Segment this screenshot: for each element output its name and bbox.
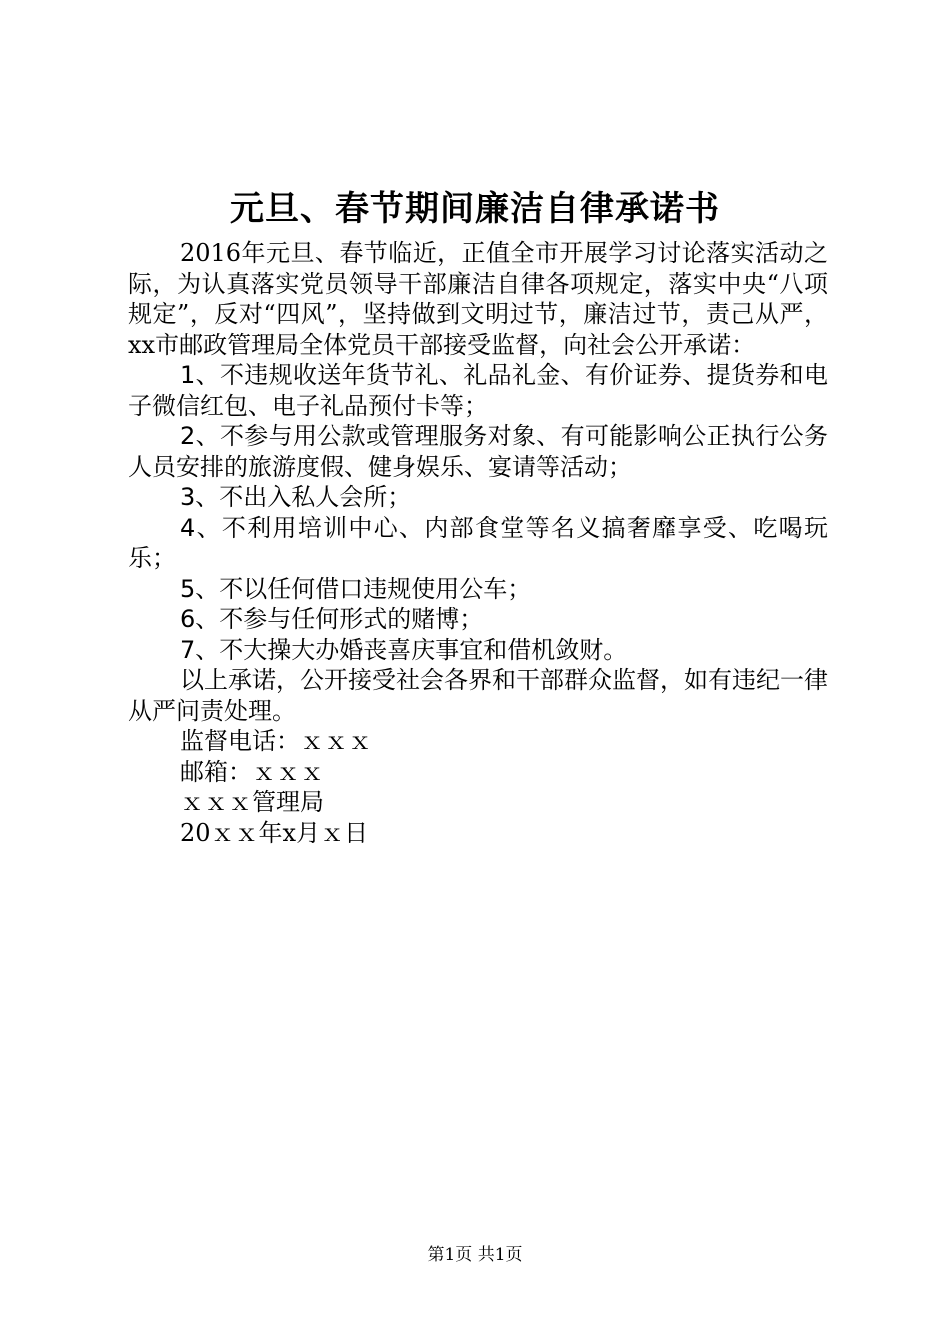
commitment-item-6: 6、不参与任何形式的赌博；	[180, 605, 484, 633]
document-body	[128, 238, 828, 848]
document-title: 元旦、春节期间廉洁自律承诺书	[230, 189, 720, 229]
commitment-item-7: 7、不大操大办婚丧喜庆事宜和借机敛财。	[180, 635, 628, 664]
closing-paragraph: 以上承诺，公开接受社会各界和干部群众监督，如有违纪一律从严问责处理。	[128, 666, 828, 725]
page-footer: 第1页 共1页	[427, 1245, 523, 1265]
commitment-item-3: 3、不出入私人会所；	[180, 483, 412, 511]
signing-organization: ｘｘｘ管理局	[180, 788, 324, 816]
signing-date: 20ｘｘ年x月ｘ日	[180, 818, 369, 847]
supervision-phone: 监督电话：ｘｘｘ	[180, 727, 372, 755]
intro-paragraph: 2016年元旦、春节临近，正值全市开展学习讨论落实活动之际，为认真落实党员领导干部廉洁自律各项规定，落实中央“八项规定”，反对“四风”，坚持做到文明过节，廉洁过节，责己从严，xx市邮政管理局全体党员干部接受监督，向社会公开承诺：	[128, 239, 828, 359]
commitment-item-2: 2、不参与用公款或管理服务对象、有可能影响公正执行公务人员安排的旅游度假、健身娱乐、宴请等活动；	[128, 422, 828, 481]
supervision-email: 邮箱：ｘｘｘ	[180, 757, 324, 786]
commitment-item-5: 5、不以任何借口违规使用公车；	[180, 574, 532, 603]
commitment-item-1: 1、不违规收送年货节礼、礼品礼金、有价证券、提货券和电子微信红包、电子礼品预付卡等；	[128, 361, 828, 420]
commitment-item-4: 4、不利用培训中心、内部食堂等名义搞奢靡享受、吃喝玩乐；	[128, 513, 828, 572]
